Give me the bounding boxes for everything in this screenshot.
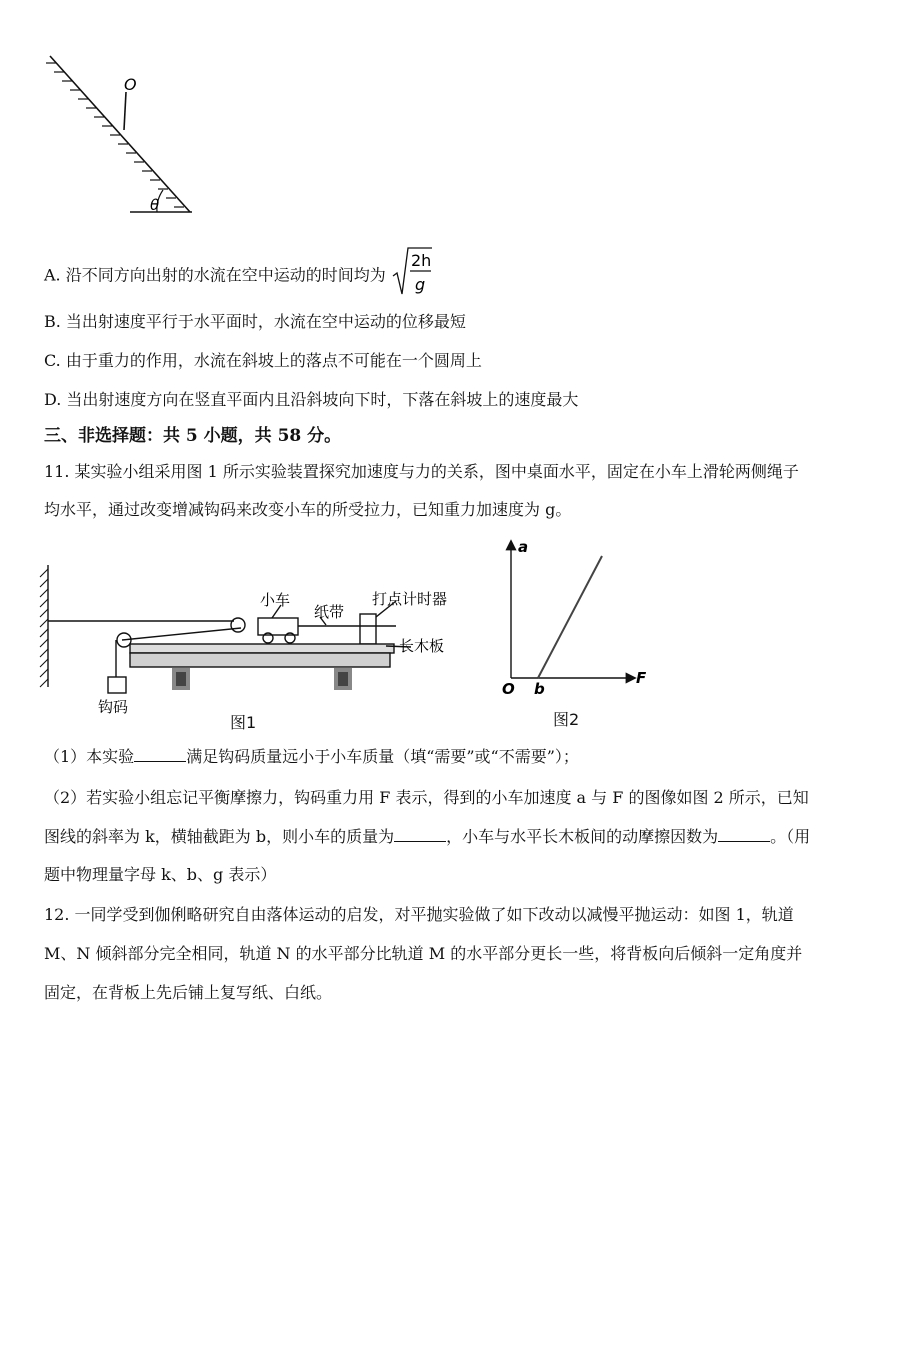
origin-label: O [502,680,515,698]
label-board: 长木板 [399,637,445,655]
graph-line [538,556,602,678]
q11-sub1 [44,746,579,768]
q11-sub2-line3: 题中物理量字母 k、b、g 表示） [44,865,277,884]
car-pulley [231,618,245,632]
label-theta: θ [150,196,160,214]
option-b: B. 当出射速度平行于水平面时，水流在空中运动的位移最短 [44,312,466,331]
x-axis-label: F [636,669,647,687]
label-weight: 钩码 [98,698,129,716]
label-car: 小车 [260,591,291,609]
long-board [130,644,394,653]
q11-stem-line2: 均水平，通过改变增减钩码来改变小车的所受拉力，已知重力加速度为 g。 [44,500,572,519]
sqrt-fraction [391,246,433,298]
car-body [258,618,298,635]
table-legs [172,668,352,690]
q12-line1: 12. 一同学受到伽俐略研究自由落体运动的启发，对平抛实验做了如下改动以减慢平抛运动：如图 1，轨道 [44,905,794,924]
intercept-label: b [534,680,545,698]
q11-sub2-line2 [44,826,810,848]
weight-block [108,677,126,693]
option-a [44,250,433,302]
slope-figure [40,48,210,223]
nozzle-line [124,92,126,130]
table-top [130,653,390,667]
option-d: D. 当出射速度方向在竖直平面内且沿斜坡向下时，下落在斜坡上的速度最大 [44,390,579,409]
sqrt-numerator: 2h [410,251,432,270]
slope-hatching [46,63,184,207]
sqrt-denominator: g [414,275,425,294]
q11-stem-line1: 11. 某实验小组采用图 1 所示实验装置探究加速度与力的关系，图中桌面水平，固定在小车上滑轮两侧绳子 [44,462,799,481]
figure-1-caption: 图1 [230,713,257,732]
q11-sub2-part-b: ，小车与水平长木板间的动摩擦因数为 [446,827,719,846]
q11-sub1-suffix: 满足钩码质量远小于小车质量（填“需要”或“不需要”）； [186,747,579,766]
answer-blank-3[interactable] [718,840,770,842]
q11-sub1-prefix: （1）本实验 [44,747,135,766]
answer-blank-2[interactable] [394,840,446,842]
q11-sub2-part-a: 图线的斜率为 k，横轴截距为 b，则小车的质量为 [44,827,395,846]
q12-line2: M、N 倾斜部分完全相同，轨道 N 的水平部分比轨道 M 的水平部分更长一些，将背板向后倾斜一定角度并 [44,944,803,963]
option-a-text: A. 沿不同方向出射的水流在空中运动的时间均为 [44,265,386,285]
section-heading: 三、非选择题：共 5 小题，共 58 分。 [44,426,342,446]
option-c: C. 由于重力的作用，水流在斜坡上的落点不可能在一个圆周上 [44,351,482,370]
q12-line3: 固定，在背板上先后铺上复写纸、白纸。 [44,983,333,1002]
y-axis-label: a [518,538,529,556]
label-o: O [124,75,137,94]
slope-surface [50,56,190,212]
q11-sub2-line1: （2）若实验小组忘记平衡摩擦力，钩码重力用 F 表示，得到的小车加速度 a 与 F 的图像如图 2 所示，已知 [44,788,809,807]
label-tape: 纸带 [314,603,345,621]
answer-blank-1[interactable] [134,760,186,762]
rope-lower [122,628,241,640]
label-timer: 打点计时器 [372,590,448,608]
timer-box [360,614,376,644]
figure-2-graph [496,536,666,706]
figure-2-caption: 图2 [553,710,580,729]
wall-hatching [40,569,48,687]
q11-sub2-part-c: 。（用 [770,827,811,846]
